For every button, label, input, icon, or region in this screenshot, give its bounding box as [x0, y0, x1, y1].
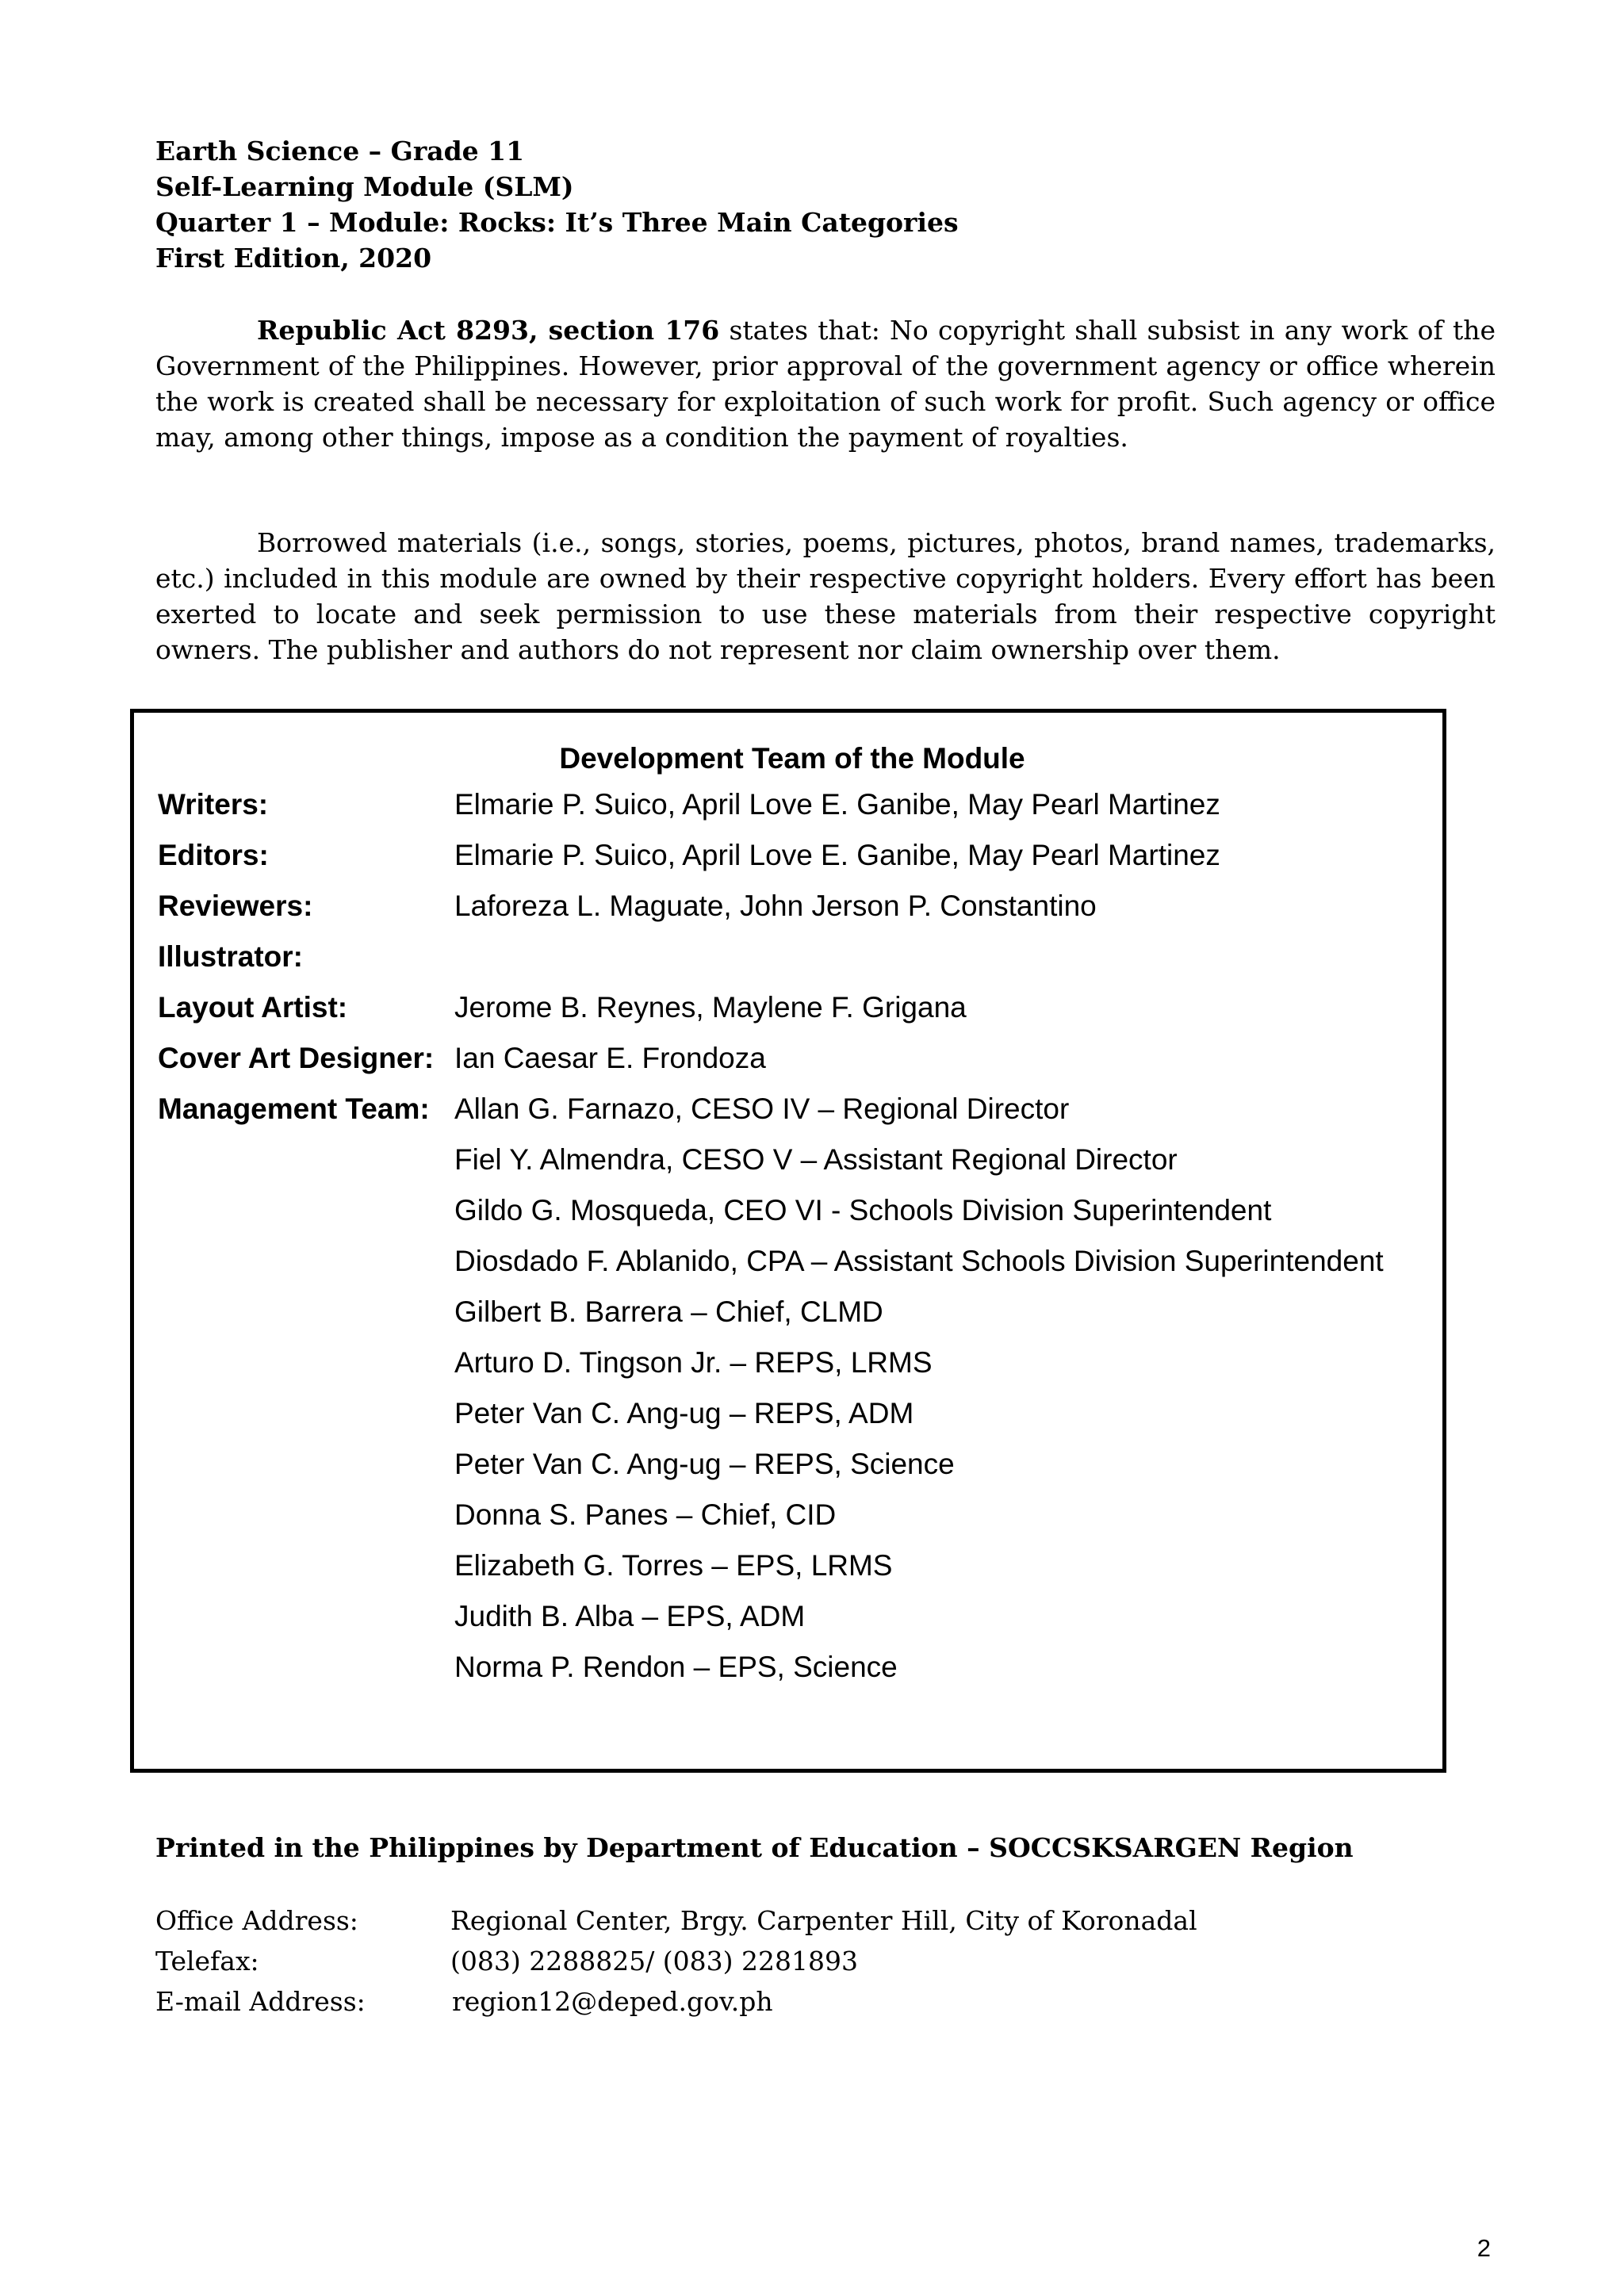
layout-artist-names: Jerome B. Reynes, Maylene F. Grigana — [454, 991, 967, 1024]
reviewers-names: Laforeza L. Maguate, John Jerson P. Constantino — [454, 890, 1097, 922]
email-value: region12@deped.gov.ph — [452, 1986, 773, 2017]
writers-names: Elmarie P. Suico, April Love E. Ganibe, May Pearl Martinez — [454, 788, 1220, 821]
management-member: Norma P. Rendon – EPS, Science — [454, 1651, 898, 1683]
page-number: 2 — [1477, 2234, 1491, 2262]
reviewers-label: Reviewers: — [158, 890, 313, 922]
copyright-paragraph — [155, 312, 1496, 455]
law-reference: Republic Act 8293, section 176 — [257, 315, 720, 346]
layout-artist-label: Layout Artist: — [158, 991, 348, 1024]
management-member: Judith B. Alba – EPS, ADM — [454, 1600, 806, 1632]
management-member: Gildo G. Mosqueda, CEO VI - Schools Division Superintendent — [454, 1194, 1272, 1226]
management-member: Allan G. Farnazo, CESO IV – Regional Director — [454, 1093, 1070, 1125]
telefax-value: (083) 2288825/ (083) 2281893 — [450, 1946, 858, 1976]
management-team-label: Management Team: — [158, 1093, 430, 1125]
management-member: Diosdado F. Ablanido, CPA – Assistant Schools Division Superintendent — [454, 1245, 1384, 1277]
module-type: Self-Learning Module (SLM) — [155, 171, 574, 202]
management-member: Arturo D. Tingson Jr. – REPS, LRMS — [454, 1346, 933, 1379]
module-header — [155, 133, 1496, 276]
borrowed-materials-paragraph: Borrowed materials (i.e., songs, stories, poems, pictures, photos, brand names, trademarks, etc.) included in this module are owned by their respective copyright holders. Every effort has been exerted to locate and seek permission to use these materials from their respective copyright owners. The publisher and authors do not represent nor claim ownership over them. — [155, 527, 1496, 665]
cover-art-designer-names: Ian Caesar E. Frondoza — [454, 1042, 766, 1074]
telefax-label: Telefax: — [155, 1946, 259, 1976]
printed-by-statement: Printed in the Philippines by Department of Education – SOCCSKSARGEN Region — [155, 1832, 1354, 1863]
management-member: Elizabeth G. Torres – EPS, LRMS — [454, 1549, 893, 1582]
editors-names: Elmarie P. Suico, April Love E. Ganibe, May Pearl Martinez — [454, 839, 1220, 871]
office-address-value: Regional Center, Brgy. Carpenter Hill, City of Koronadal — [450, 1905, 1197, 1936]
management-member: Donna S. Panes – Chief, CID — [454, 1498, 837, 1531]
management-member: Peter Van C. Ang-ug – REPS, ADM — [454, 1397, 914, 1429]
management-member: Gilbert B. Barrera – Chief, CLMD — [454, 1295, 883, 1328]
cover-art-designer-label: Cover Art Designer: — [158, 1042, 435, 1074]
office-address-label: Office Address: — [155, 1905, 358, 1936]
module-title: Quarter 1 – Module: Rocks: It’s Three Main Categories — [155, 207, 959, 238]
management-member: Peter Van C. Ang-ug – REPS, Science — [454, 1448, 955, 1480]
edition: First Edition, 2020 — [155, 243, 432, 274]
copyright-text: states that: No copyright shall subsist in any work of the Government of the Philippines. However, prior approval of the government agency or office wherein the work is created shall be necessary for exploitation of such work for profit. Such agency or office may, among other things, impose as a condition the payment of royalties. — [155, 315, 1496, 453]
email-label: E-mail Address: — [155, 1986, 366, 2017]
illustrator-label: Illustrator: — [158, 940, 303, 973]
writers-label: Writers: — [158, 788, 269, 821]
editors-label: Editors: — [158, 839, 269, 871]
development-team-box — [130, 709, 1446, 1773]
team-title: Development Team of the Module — [559, 742, 1025, 775]
subject-grade: Earth Science – Grade 11 — [155, 136, 525, 166]
management-member: Fiel Y. Almendra, CESO V – Assistant Regional Director — [454, 1143, 1178, 1176]
